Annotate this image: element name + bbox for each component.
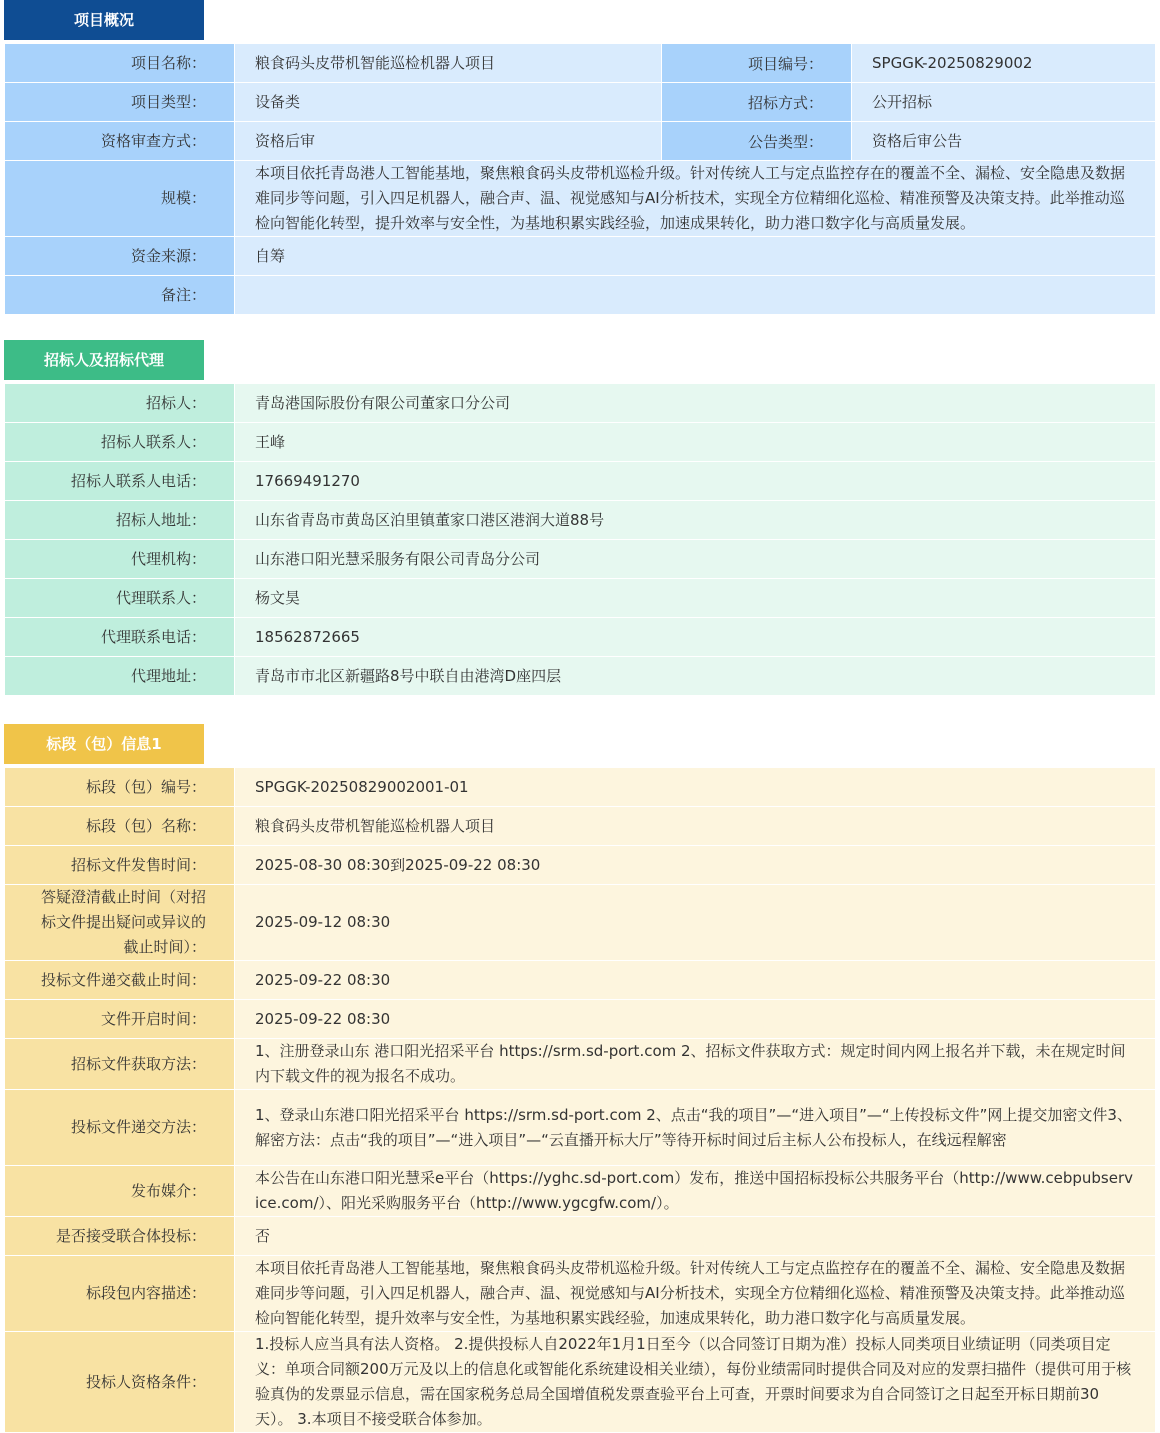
agency-phone-value: 18562872665 — [235, 618, 1156, 657]
doc-obtain-method-value: 1、注册登录山东 港口阳光招采平台 https://srm.sd-port.com 2、招标文件获取方式：规定时间内网上报名并下载，未在规定时间内下载文件的视为报名不成功。 — [235, 1039, 1156, 1090]
tenderer-label: 招标人： — [5, 384, 235, 423]
scale-label: 规模： — [5, 161, 235, 237]
project-name-value: 粮食码头皮带机智能巡检机器人项目 — [235, 44, 662, 83]
lot-info-section — [4, 724, 1156, 1433]
consortium-value: 否 — [235, 1217, 1156, 1256]
section-tab-lot[interactable]: 标段（包）信息1 — [4, 724, 204, 764]
section-tab-tenderer[interactable]: 招标人及招标代理 — [4, 340, 204, 380]
scale-value: 本项目依托青岛港人工智能基地，聚焦粮食码头皮带机巡检升级。针对传统人工与定点监控存在的覆盖不全、漏检、安全隐患及数据难同步等问题，引入四足机器人，融合声、温、视觉感知与AI分析技术，实现全方位精细化巡检、精准预警及决策支持。此举推动巡检向智能化转型，提升效率与安全性，为基地积累实践经验，加速成果转化，助力港口数字化与高质量发展。 — [235, 161, 1156, 237]
clarification-deadline-value: 2025-09-12 08:30 — [235, 885, 1156, 961]
tenderer-contact-value: 王峰 — [235, 423, 1156, 462]
opening-time-label: 文件开启时间： — [5, 1000, 235, 1039]
agency-address-label: 代理地址： — [5, 657, 235, 696]
agency-label: 代理机构： — [5, 540, 235, 579]
lot-name-value: 粮食码头皮带机智能巡检机器人项目 — [235, 807, 1156, 846]
project-no-value: SPGGK-20250829002 — [852, 44, 1156, 83]
project-overview-section — [4, 0, 1156, 315]
tenderer-value: 青岛港国际股份有限公司董家口分公司 — [235, 384, 1156, 423]
fund-source-label: 资金来源： — [5, 237, 235, 276]
lot-description-value: 本项目依托青岛港人工智能基地，聚焦粮食码头皮带机巡检升级。针对传统人工与定点监控存在的覆盖不全、漏检、安全隐患及数据难同步等问题，引入四足机器人，融合声、温、视觉感知与AI分析技术，实现全方位精细化巡检、精准预警及决策支持。此举推动巡检向智能化转型，提升效率与安全性，为基地积累实践经验，加速成果转化，助力港口数字化与高质量发展。 — [235, 1256, 1156, 1332]
lot-description-label: 标段包内容描述： — [5, 1256, 235, 1332]
lot-table — [4, 767, 1156, 1433]
publish-media-label: 发布媒介： — [5, 1166, 235, 1217]
tenderer-agent-section — [4, 340, 1156, 696]
project-no-label: 项目编号： — [662, 44, 852, 83]
project-type-label: 项目类型： — [5, 83, 235, 122]
project-name-label: 项目名称： — [5, 44, 235, 83]
lot-no-value: SPGGK-20250829002001-01 — [235, 768, 1156, 807]
agency-address-value: 青岛市市北区新疆路8号中联自由港湾D座四层 — [235, 657, 1156, 696]
tenderer-phone-value: 17669491270 — [235, 462, 1156, 501]
section-tab-overview[interactable]: 项目概况 — [4, 0, 204, 40]
bidder-qualification-label: 投标人资格条件： — [5, 1332, 235, 1433]
notice-type-label: 公告类型： — [662, 122, 852, 161]
notice-type-value: 资格后审公告 — [852, 122, 1156, 161]
tenderer-table — [4, 383, 1156, 696]
bid-submit-method-label: 投标文件递交方法： — [5, 1090, 235, 1166]
agency-contact-label: 代理联系人： — [5, 579, 235, 618]
review-method-value: 资格后审 — [235, 122, 662, 161]
consortium-label: 是否接受联合体投标： — [5, 1217, 235, 1256]
agency-value: 山东港口阳光慧采服务有限公司青岛分公司 — [235, 540, 1156, 579]
tenderer-address-label: 招标人地址： — [5, 501, 235, 540]
review-method-label: 资格审查方式： — [5, 122, 235, 161]
opening-time-value: 2025-09-22 08:30 — [235, 1000, 1156, 1039]
fund-source-value: 自筹 — [235, 237, 1156, 276]
submission-deadline-value: 2025-09-22 08:30 — [235, 961, 1156, 1000]
doc-sale-time-value: 2025-08-30 08:30到2025-09-22 08:30 — [235, 846, 1156, 885]
bid-submit-method-value: 1、登录山东港口阳光招采平台 https://srm.sd-port.com 2、点击“我的项目”—“进入项目”—“上传投标文件”网上提交加密文件3、解密方法：点击“我的项目”—“进入项目”—“云直播开标大厅”等待开标时间过后主标人公布投标人，在线远程解密 — [235, 1090, 1156, 1166]
lot-no-label: 标段（包）编号： — [5, 768, 235, 807]
tenderer-contact-label: 招标人联系人： — [5, 423, 235, 462]
doc-obtain-method-label: 招标文件获取方法： — [5, 1039, 235, 1090]
remark-value — [235, 276, 1156, 315]
bid-method-value: 公开招标 — [852, 83, 1156, 122]
agency-contact-value: 杨文昊 — [235, 579, 1156, 618]
bidder-qualification-value: 1.投标人应当具有法人资格。 2.提供投标人自2022年1月1日至今（以合同签订日期为准）投标人同类项目业绩证明（同类项目定义：单项合同额200万元及以上的信息化或智能化系统建设相关业绩），每份业绩需同时提供合同及对应的发票扫描件（提供可用于核验真伪的发票显示信息，需在国家税务总局全国增值税发票查验平台上可查，开票时间要求为自合同签订之日起至开标日期前30天）。 3.本项目不接受联合体参加。 — [235, 1332, 1156, 1433]
lot-name-label: 标段（包）名称： — [5, 807, 235, 846]
bid-method-label: 招标方式： — [662, 83, 852, 122]
tenderer-phone-label: 招标人联系人电话： — [5, 462, 235, 501]
publish-media-value: 本公告在山东港口阳光慧采e平台（https://yghc.sd-port.com）发布，推送中国招标投标公共服务平台（http://www.cebpubservice.com/）、阳光采购服务平台（http://www.ygcgfw.com/）。 — [235, 1166, 1156, 1217]
project-type-value: 设备类 — [235, 83, 662, 122]
doc-sale-time-label: 招标文件发售时间： — [5, 846, 235, 885]
tenderer-address-value: 山东省青岛市黄岛区泊里镇董家口港区港润大道88号 — [235, 501, 1156, 540]
clarification-deadline-label: 答疑澄清截止时间（对招标文件提出疑问或异议的截止时间）： — [5, 885, 235, 961]
submission-deadline-label: 投标文件递交截止时间： — [5, 961, 235, 1000]
remark-label: 备注： — [5, 276, 235, 315]
overview-table — [4, 43, 1156, 315]
agency-phone-label: 代理联系电话： — [5, 618, 235, 657]
